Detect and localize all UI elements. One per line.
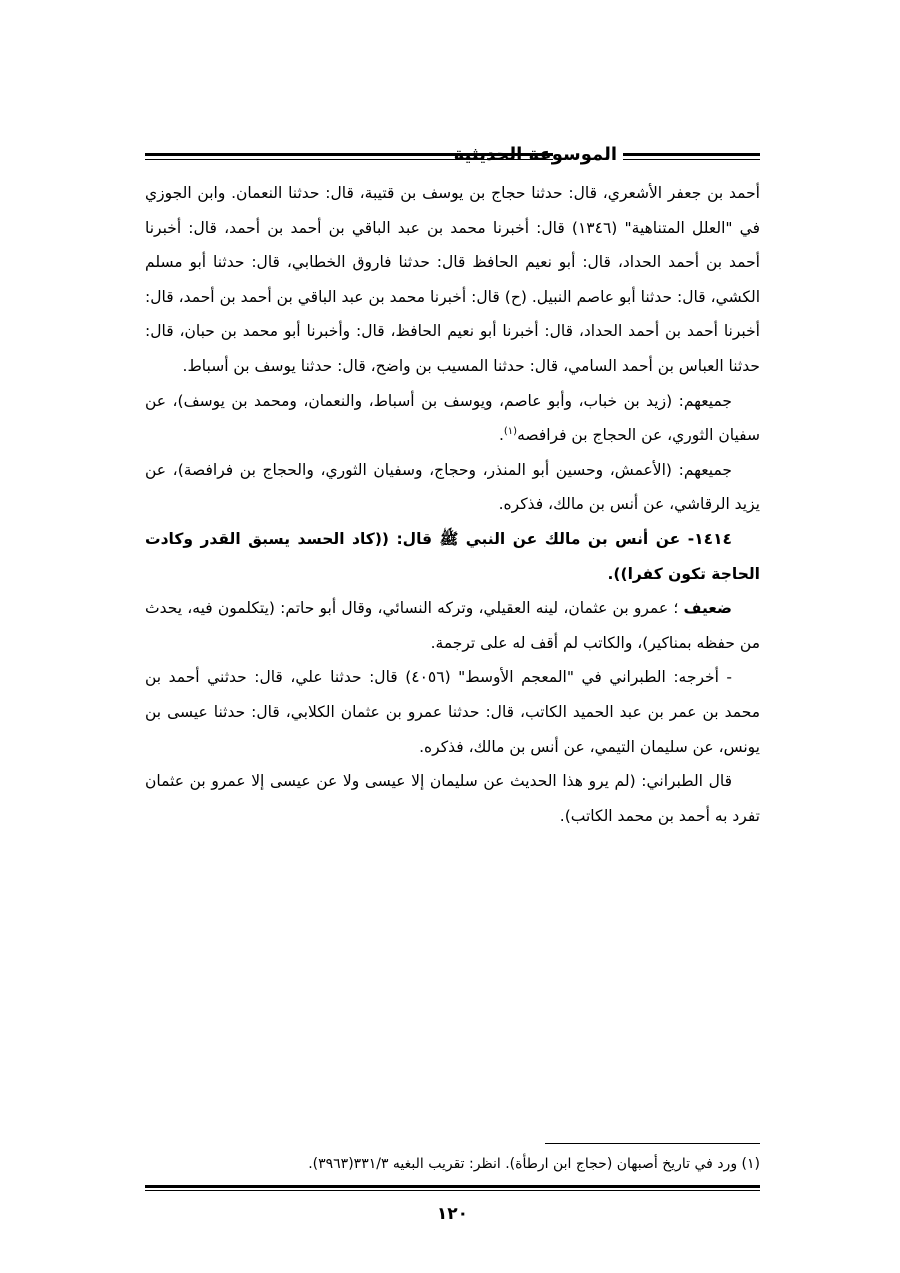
paragraph-summary-1 [145, 384, 760, 453]
grading-label: ضعيف [683, 599, 732, 618]
paragraph-summary-1-text: جميعهم: (زيد بن خباب، وأبو عاصم، ويوسف بن أسباط، والنعمان، ومحمد بن يوسف)، عن سفيان الثوري، عن الحجاج بن فرافصه [145, 391, 760, 445]
book-page [145, 140, 760, 1250]
paragraph-grading [145, 591, 760, 660]
paragraph-summary-1-end: . [498, 426, 504, 445]
running-header [145, 140, 760, 174]
body-text [145, 176, 760, 833]
paragraph-tabarani-note: قال الطبراني: (لم يرو هذا الحديث عن سليمان إلا عيسى ولا عن عيسى إلا عمرو بن عثمان تفرد به أحمد بن محمد الكاتب). [145, 772, 760, 825]
header-rule-left [145, 153, 553, 160]
footnote-reference: (١) [503, 426, 518, 438]
header-rule-right [623, 153, 760, 160]
hadith-text: ١٤١٤- عن أنس بن مالك عن النبي ﷺ قال: ((كاد الحسد يسبق القدر وكادت الحاجة تكون كفرا)). [145, 529, 760, 583]
page-number: ١٢٠ [436, 1204, 469, 1224]
paragraph-takhrij: - أخرجه: الطبراني في "المعجم الأوسط" (٤٠٥٦) قال: حدثنا علي، قال: حدثني أحمد بن محمد بن عمر بن عبد الحميد الكاتب، قال: حدثنا عمرو بن عثمان الكلابي، قال: حدثنا عيسى بن يونس، عن سليمان التيمي، عن أنس بن مالك، فذكره. [145, 668, 760, 756]
bottom-rule [145, 1185, 760, 1191]
paragraph-summary-2: جميعهم: (الأعمش، وحسين أبو المنذر، وحجاج، وسفيان الثوري، والحجاج بن فرافصة)، عن يزيد الرقاشي، عن أنس بن مالك، فذكره. [145, 460, 760, 514]
header-title: الموسوعة الحديثية [453, 144, 617, 165]
grading-text: ؛ عمرو بن عثمان، لينه العقيلي، وتركه النسائي، وقال أبو حاتم: (يتكلمون فيه، يحدث من حفظه بمناكير)، والكاتب لم أقف له على ترجمة. [145, 599, 760, 652]
paragraph-isnad-continuation: أحمد بن جعفر الأشعري، قال: حدثنا حجاج بن يوسف بن قتيبة، قال: حدثنا النعمان. وابن الجوزي في "العلل المتناهية" (١٣٤٦) قال: أخبرنا محمد بن عبد الباقي بن أحمد بن أحمد، قال: أخبرنا أحمد بن أحمد الحداد، قال: أبو نعيم الحافظ قال: حدثنا فاروق الخطابي، قال: حدثنا أبو مسلم الكشي، قال: حدثنا أبو عاصم النبيل. (ح) قال: أخبرنا محمد بن عبد الباقي بن أحمد بن أحمد، قال: أخبرنا أحمد بن أحمد الحداد، قال: أخبرنا أبو نعيم الحافظ، قال: وأخبرنا أبو محمد بن حبان، قال: حدثنا العباس بن أحمد السامي، قال: حدثنا المسيب بن واضح، قال: حدثنا يوسف بن أسباط. [145, 184, 760, 375]
footnote: (١) ورد في تاريخ أصبهان (حجاج ابن ارطأة). انظر: تقريب البغيه ٣٣١/٣(٣٩٦٣). [308, 1156, 760, 1172]
footnote-separator [545, 1143, 760, 1144]
